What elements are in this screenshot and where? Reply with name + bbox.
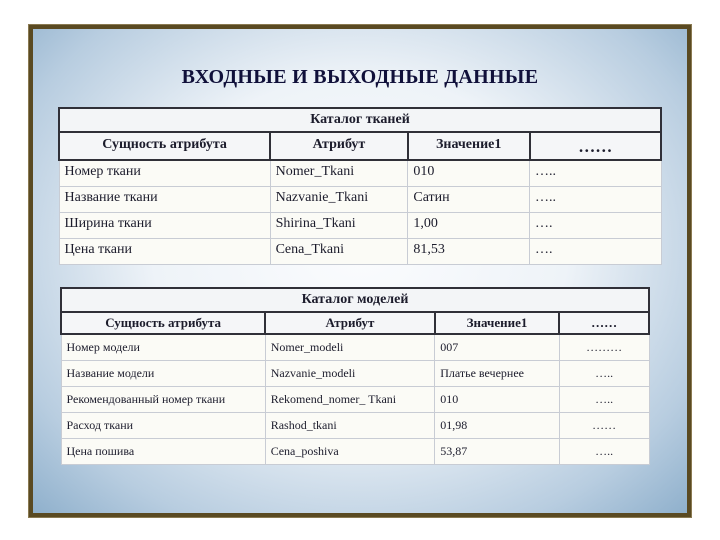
cell-entity: Цена ткани (59, 238, 270, 264)
cell-value: 010 (435, 387, 560, 413)
model-catalog-table (60, 287, 650, 465)
cell-value: Сатин (408, 186, 530, 212)
cell-entity: Название ткани (59, 186, 270, 212)
table-row (61, 387, 649, 413)
header-entity: Сущность атрибута (59, 132, 270, 160)
cell-entity: Цена пошива (61, 439, 265, 465)
table-row (61, 413, 649, 439)
table-row (61, 334, 649, 361)
cell-attribute: Shirina_Tkani (270, 212, 408, 238)
cell-value: 01,98 (435, 413, 560, 439)
header-entity: Сущность атрибута (61, 312, 265, 334)
header-attribute: Атрибут (265, 312, 435, 334)
cell-more: ….. (559, 361, 649, 387)
header-value: Значение1 (435, 312, 560, 334)
header-attribute: Атрибут (270, 132, 408, 160)
cell-more: …… (559, 413, 649, 439)
cell-entity: Номер модели (61, 334, 265, 361)
cell-more: ….. (530, 186, 661, 212)
header-value: Значение1 (408, 132, 530, 160)
cell-attribute: Cena_Tkani (270, 238, 408, 264)
cell-more: …. (530, 212, 661, 238)
cell-more: ….. (559, 439, 649, 465)
cell-attribute: Cena_poshiva (265, 439, 435, 465)
cell-value: 1,00 (408, 212, 530, 238)
slide-title: ВХОДНЫЕ И ВЫХОДНЫЕ ДАННЫЕ (181, 66, 539, 88)
table-row (59, 186, 661, 212)
table-row (61, 361, 649, 387)
cell-attribute: Nomer_modeli (265, 334, 435, 361)
cell-attribute: Nazvanie_modeli (265, 361, 435, 387)
cell-entity: Рекомендованный номер ткани (61, 387, 265, 413)
cell-more: ……… (559, 334, 649, 361)
cell-more: …. (530, 238, 661, 264)
cell-value: 81,53 (408, 238, 530, 264)
cell-attribute: Rekomend_nomer_ Tkani (265, 387, 435, 413)
cell-attribute: Nazvanie_Tkani (270, 186, 408, 212)
cell-value: 007 (435, 334, 560, 361)
cell-attribute: Rashod_tkani (265, 413, 435, 439)
table-caption: Каталог тканей (59, 108, 661, 132)
cell-value: Платье вечернее (435, 361, 560, 387)
table-row (59, 238, 661, 264)
cell-entity: Название модели (61, 361, 265, 387)
header-more: …… (559, 312, 649, 334)
table-row (61, 439, 649, 465)
header-more: …… (530, 132, 661, 160)
cell-entity: Расход ткани (61, 413, 265, 439)
cell-more: ….. (559, 387, 649, 413)
table-row (59, 212, 661, 238)
cell-entity: Номер ткани (59, 160, 270, 186)
cell-more: ….. (530, 160, 661, 186)
table-caption: Каталог моделей (61, 288, 649, 312)
fabric-catalog-table (58, 107, 662, 265)
cell-attribute: Nomer_Tkani (270, 160, 408, 186)
cell-value: 010 (408, 160, 530, 186)
cell-value: 53,87 (435, 439, 560, 465)
cell-entity: Ширина ткани (59, 212, 270, 238)
table-row (59, 160, 661, 186)
